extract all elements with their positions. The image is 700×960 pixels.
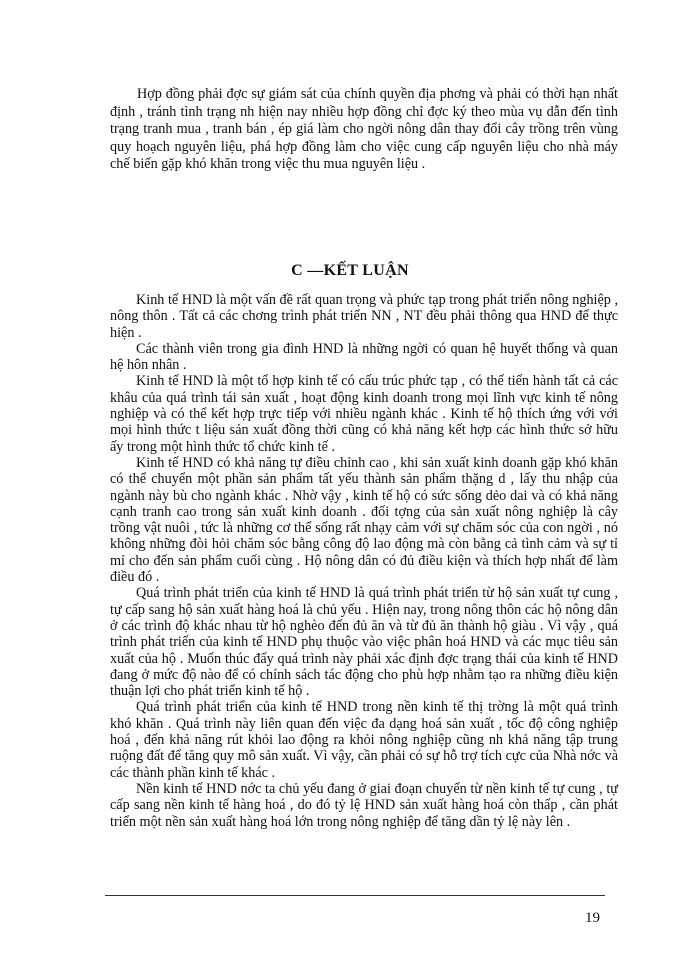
intro-paragraph: Hợp đồng phải đợc sự giám sát của chính quyền địa phơng và phải có thời hạn nhất định , tránh tình trạng nh hiện nay nhiều hợp đồng chỉ đợc ký theo mùa vụ dẫn đến tình trạng tranh mua , tranh bán , ép giá làm cho ngời nông dân thay đổi cây trồng trên vùng quy hoạch nguyên liệu, phá hợp đồng làm cho việc cung cấp nguyên liệu cho nhà máy chế biến gặp khó khăn trong việc thu mua nguyên liệu . xyxy=(110,86,618,173)
page-number: 19 xyxy=(585,910,600,926)
section-heading: C —KẾT LUẬN xyxy=(291,262,409,279)
conclusion-paragraph: Quá trình phát triển của kinh tế HND là quá trình phát triển từ hộ sản xuất tự cung , tự cấp sang hộ sản xuất hàng hoá là chủ yếu . Hiện nay, trong nông thôn các hộ nông dân ở các trình độ khác nhau từ hộ nghèo đến đủ ăn và từ đủ ăn thành hộ giàu . Vì vậy , quá trình phát triển của kinh tế HND phụ thuộc vào việc phân hoá HND và các mục tiêu sản xuất của hộ . Muốn thúc đẩy quá trình này phải xác định đợc trạng thái của kinh tế HND đang ở mức độ nào để có chính sách tác động cho phù hợp nhằm tạo ra những điều kiện thuận lợi cho phát triển kinh tế hộ . xyxy=(110,585,618,700)
conclusion-paragraph: Kinh tế HND có khả năng tự điều chỉnh cao , khi sản xuất kinh doanh gặp khó khăn có thể chuyển một phần sản phẩm tất yếu thành sản phẩm thặng d , lấy thu nhập của ngành này bù cho ngành khác . Nhờ vậy , kinh tế hộ có sức sống dẻo dai và có khả năng cạnh tranh cao trong sản xuất kinh doanh . đối tợng của sản xuất nông nghiệp là cây trồng vật nuôi , tức là những cơ thể sống rất nhạy cảm với sự chăm sóc của con ngời , nó không những đòi hỏi chăm sóc bằng công độ lao động mà còn bằng cả tình cảm và sự tỉ mỉ cho đến sản phẩm cuối cùng . Hộ nông dân có đủ điều kiện và thích hợp nhất để làm điều đó . xyxy=(110,454,618,586)
conclusion-paragraph: Quá trình phát triển của kinh tế HND trong nền kinh tế thị trờng là một quá trình khó khăn . Quá trình này liên quan đến việc đa dạng hoá sản xuất , tốc độ công nghiệp hoá , đến khả năng rút khỏi lao động ra khỏi nông nghiệp cũng nh khả năng tập trung ruộng đất để tăng quy mô sản xuất. Vì vậy, cần phải có sự hỗ trợ tích cực của Nhà nớc và các thành phần kinh tế khác . xyxy=(110,699,618,781)
conclusion-paragraph: Các thành viên trong gia đình HND là những ngời có quan hệ huyết thống và quan hệ hôn nhân . xyxy=(110,340,618,374)
conclusion-body xyxy=(110,292,618,830)
conclusion-paragraph: Kinh tế HND là một vấn đề rất quan trọng và phức tạp trong phát triển nông nghiệp , nông thôn . Tất cả các chơng trình phát triển NN , NT đều phải thông qua HND để thực hiện . xyxy=(110,292,618,341)
conclusion-paragraph: Kinh tế HND là một tổ hợp kinh tế có cấu trúc phức tạp , có thể tiến hành tất cả các khâu của quá trình tái sản xuất , hoạt động kinh doanh trong mọi lĩnh vực kinh tế nông nghiệp và có thể kết hợp trực tiếp với nhiều ngành khác . Kinh tế hộ thích ứng với với mọi hình thức t liệu sản xuất đồng thời cũng có khả năng kết hợp các hình thức sở hữu ấy trong một hình thức tổ chức kinh tế . xyxy=(110,373,618,455)
footer-divider xyxy=(105,895,605,896)
conclusion-paragraph: Nền kinh tế HND nớc ta chủ yếu đang ở giai đoạn chuyển từ nền kinh tế tự cung , tự cấp sang nền kinh tế hàng hoá , do đó tỷ lệ HND sản xuất hàng hoá còn thấp , cần phát triển một nền sản xuất hàng hoá lớn trong nông nghiệp để tăng dần tỷ lệ này lên . xyxy=(110,780,618,830)
